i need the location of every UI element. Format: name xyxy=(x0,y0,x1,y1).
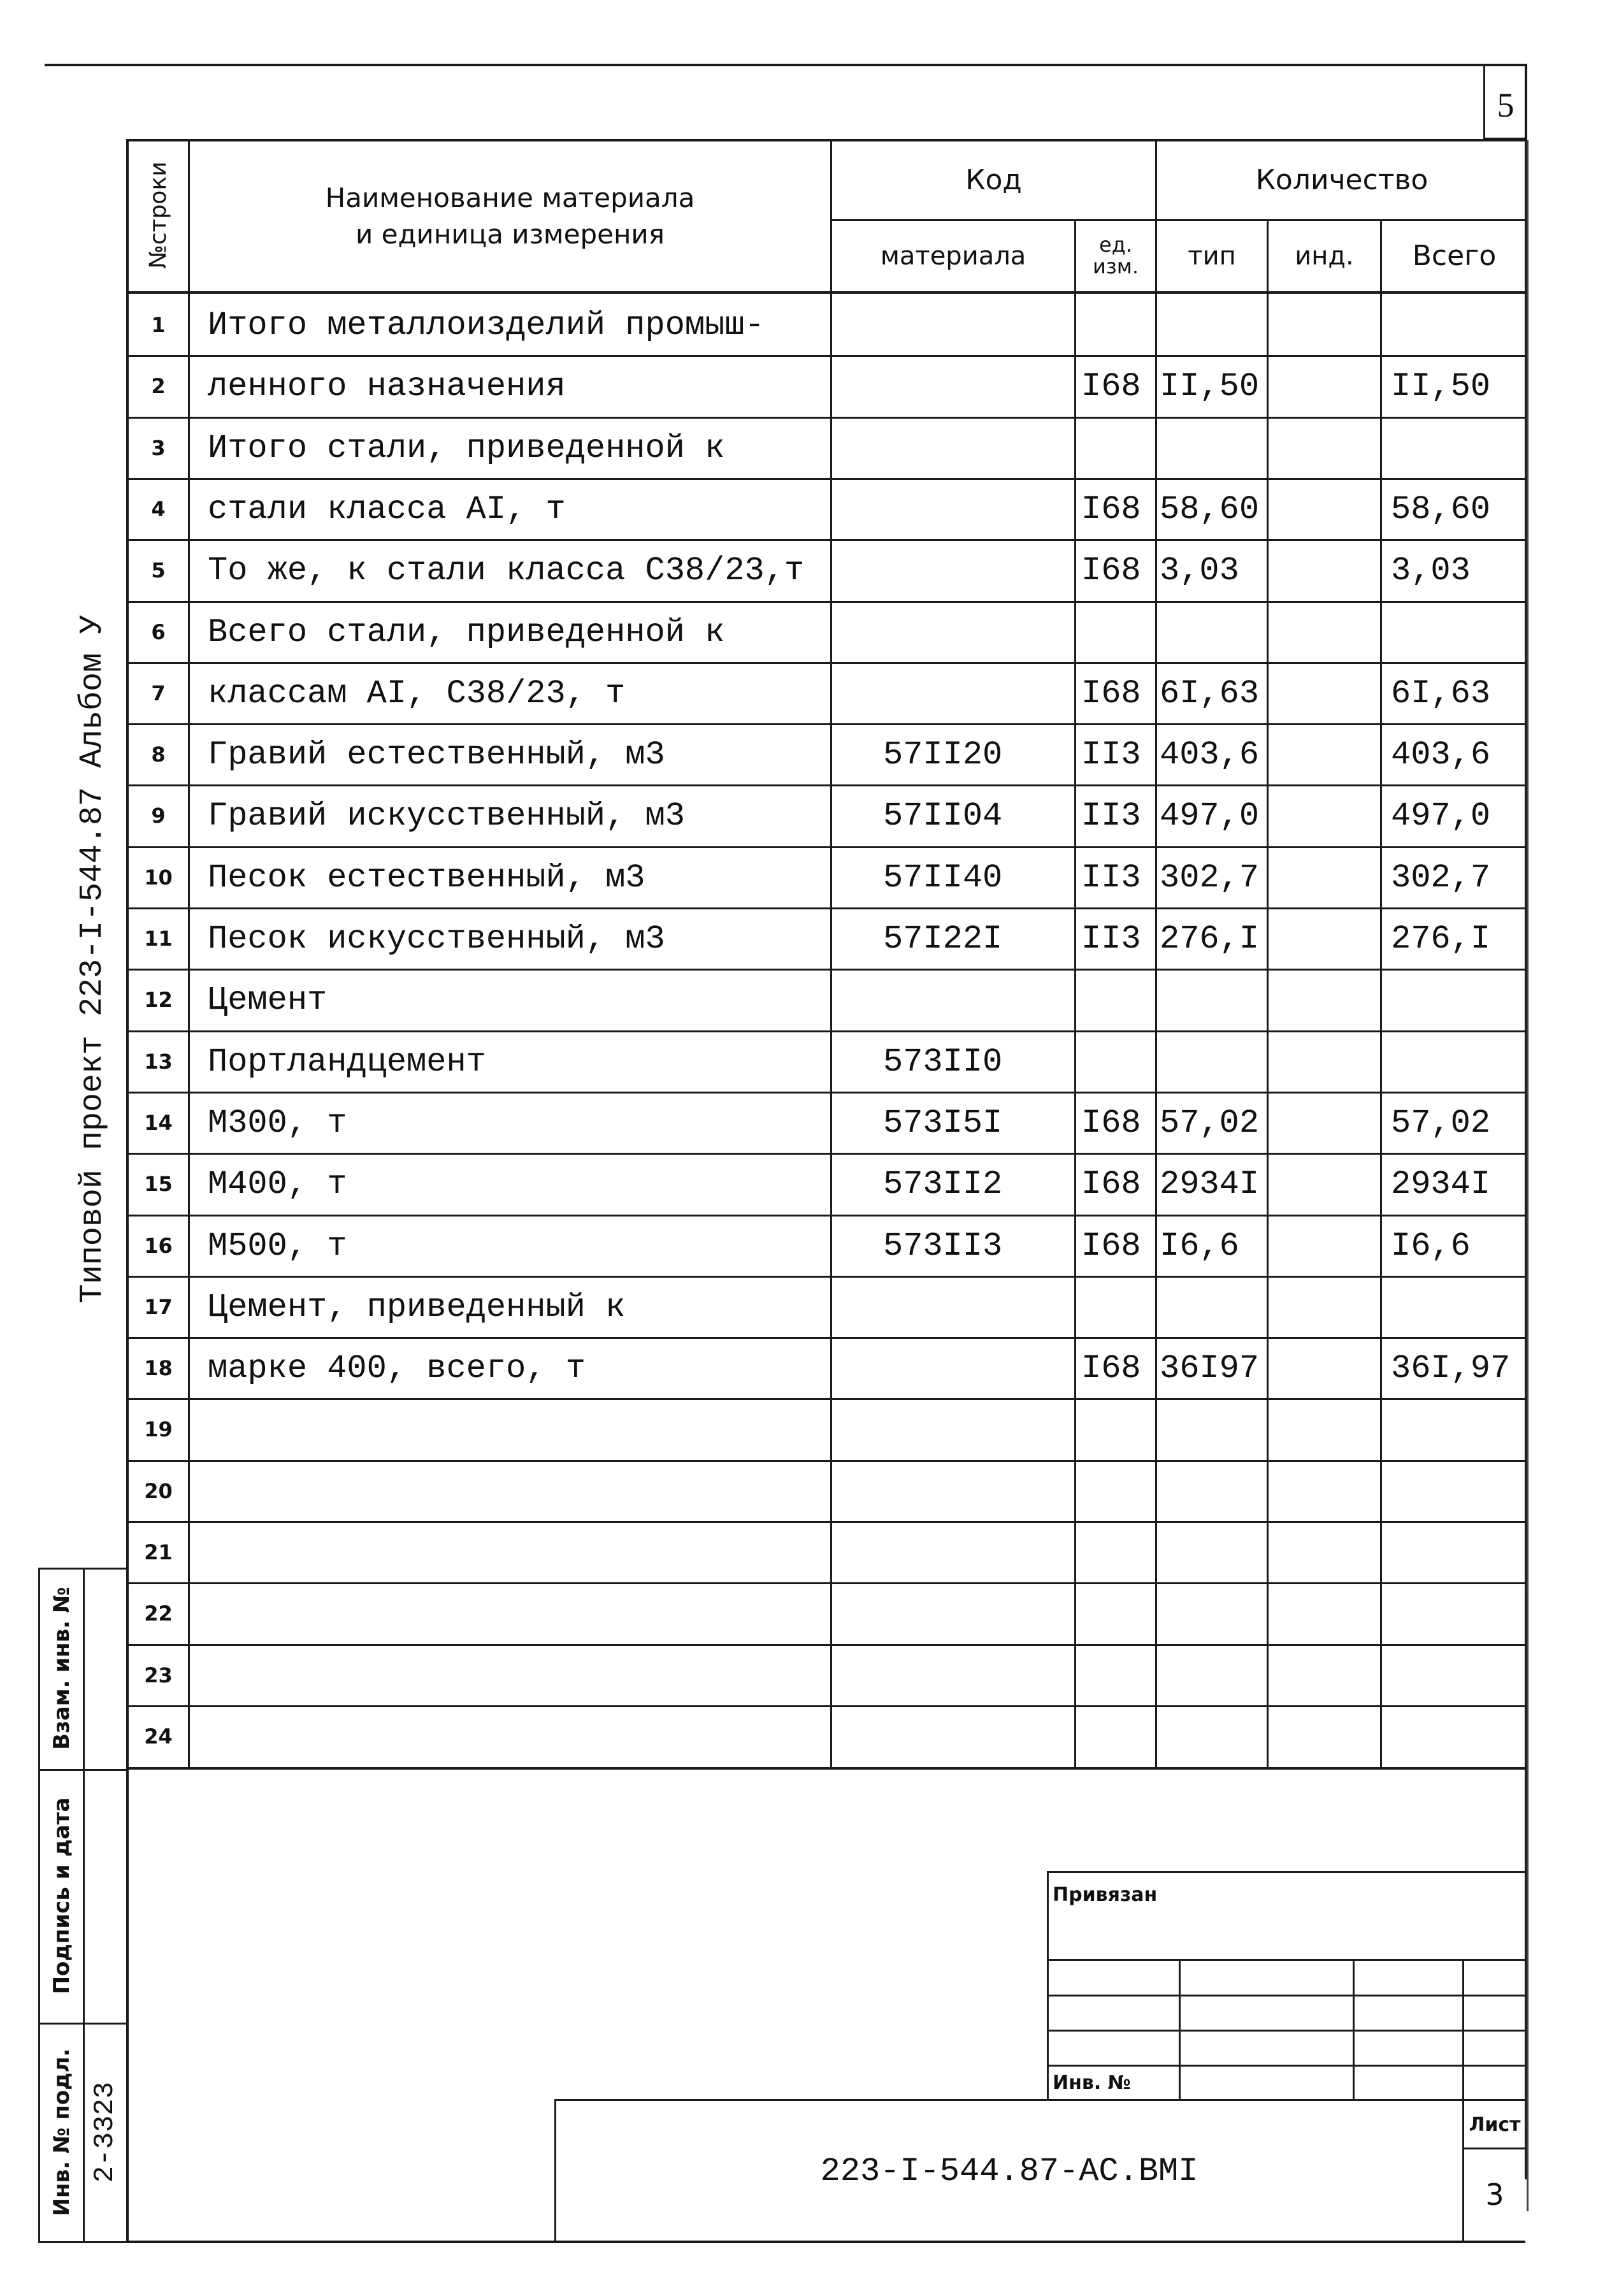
cell-unit: II3 xyxy=(1081,858,1141,897)
cell-name: Песок искусственный, м3 xyxy=(208,920,665,958)
side-stamp-left xyxy=(38,1568,40,2243)
col-line-3 xyxy=(1074,219,1076,1768)
cell-total xyxy=(1391,1523,1527,1582)
cell-code xyxy=(883,1462,1074,1520)
cell-unit xyxy=(1081,1584,1155,1643)
cell-type xyxy=(1160,971,1267,1029)
cell-ind xyxy=(1272,1462,1380,1520)
cell-name: ленного назначения xyxy=(208,367,566,405)
cell-name: М500, т xyxy=(208,1227,347,1265)
row-number: 9 xyxy=(151,804,166,828)
cell-total: II,50 xyxy=(1391,367,1491,405)
cell-total xyxy=(1391,1032,1527,1091)
cell-unit xyxy=(1081,296,1155,354)
cell-total xyxy=(1391,1584,1527,1643)
cell-name: Гравий естественный, м3 xyxy=(208,735,665,774)
cell-ind xyxy=(1272,357,1380,415)
header-name: Наименование материала и единица измерения xyxy=(325,182,695,250)
cell-ind xyxy=(1272,786,1380,845)
cell-unit xyxy=(1081,603,1155,661)
stamp-sheet-number: 3 xyxy=(1485,2177,1504,2212)
cell-type xyxy=(1160,1032,1267,1091)
cell-code xyxy=(883,419,1074,477)
cell-code xyxy=(883,664,1074,723)
cell-ind xyxy=(1272,1094,1380,1152)
row-number: 4 xyxy=(151,497,166,521)
col-line-4 xyxy=(1155,139,1157,1768)
cell-type xyxy=(1160,1523,1267,1582)
cell-total: 58,60 xyxy=(1391,490,1491,528)
cell-ind xyxy=(1272,664,1380,723)
header-qty-type: тип xyxy=(1188,242,1236,271)
stamp-sheet-label: Лист xyxy=(1469,2113,1521,2136)
cell-type: 6I,63 xyxy=(1160,674,1260,712)
stamp-inv-label: Инв. № xyxy=(1053,2071,1131,2094)
row-number: 1 xyxy=(151,313,166,337)
cell-code: 573II0 xyxy=(883,1043,1003,1081)
cell-unit xyxy=(1081,971,1155,1029)
cell-ind xyxy=(1272,848,1380,907)
col-line-1 xyxy=(188,139,190,1768)
inner-right xyxy=(1527,140,1529,2211)
cell-ind xyxy=(1272,541,1380,600)
cell-unit xyxy=(1081,1523,1155,1582)
cell-code: 57II20 xyxy=(883,735,1003,774)
cell-code xyxy=(883,1278,1074,1336)
cell-unit: I68 xyxy=(1081,1104,1141,1142)
cell-ind xyxy=(1272,971,1380,1029)
cell-code xyxy=(883,1584,1074,1643)
cell-total: 2934I xyxy=(1391,1165,1491,1203)
row-number: 24 xyxy=(144,1724,173,1749)
row-number: 14 xyxy=(144,1111,173,1135)
cell-code: 57I22I xyxy=(883,920,1003,958)
cell-total: 36I,97 xyxy=(1391,1349,1511,1387)
row-number: 12 xyxy=(144,988,173,1012)
side-stamp-sep2 xyxy=(38,2023,127,2025)
cell-unit: II3 xyxy=(1081,797,1141,835)
cell-name: М300, т xyxy=(208,1104,347,1142)
header-code: Код xyxy=(965,164,1022,197)
cell-name: М400, т xyxy=(208,1165,347,1203)
row-number: 8 xyxy=(151,742,166,767)
cell-type: 403,6 xyxy=(1160,735,1260,774)
side-stamp-sep1 xyxy=(38,1769,127,1771)
cell-type xyxy=(1160,419,1267,477)
cell-type: 497,0 xyxy=(1160,797,1260,835)
cell-name xyxy=(208,1523,830,1582)
row-number: 13 xyxy=(144,1050,173,1074)
cell-name xyxy=(208,1646,830,1705)
cell-name: Итого стали, приведенной к xyxy=(208,429,725,467)
cell-total xyxy=(1391,1646,1527,1705)
cell-total xyxy=(1391,1462,1527,1520)
cell-name: Цемент xyxy=(208,981,327,1019)
cell-type: I6,6 xyxy=(1160,1227,1239,1265)
cell-ind xyxy=(1272,1339,1380,1397)
cell-ind xyxy=(1272,1584,1380,1643)
cell-code xyxy=(883,357,1074,415)
frame-bottom xyxy=(126,2241,1525,2243)
cell-unit: I68 xyxy=(1081,1227,1141,1265)
row-number: 11 xyxy=(144,927,173,951)
side-stamp-bottom xyxy=(38,2241,127,2243)
cell-unit: I68 xyxy=(1081,551,1141,589)
cell-ind xyxy=(1272,480,1380,538)
cell-total: 497,0 xyxy=(1391,797,1491,835)
cell-total xyxy=(1391,971,1527,1029)
cell-code: 57II04 xyxy=(883,797,1003,835)
cell-unit xyxy=(1081,1032,1155,1091)
cell-total xyxy=(1391,1278,1527,1336)
cell-unit xyxy=(1081,419,1155,477)
cell-total xyxy=(1391,1707,1527,1766)
page-number: 5 xyxy=(1497,86,1515,124)
cell-total xyxy=(1391,296,1527,354)
stamp-bound-label: Привязан xyxy=(1053,1883,1158,1906)
stamp-bound-top xyxy=(1047,1871,1525,1873)
cell-unit: II3 xyxy=(1081,920,1141,958)
cell-unit: II3 xyxy=(1081,735,1141,774)
cell-name: Песок естественный, м3 xyxy=(208,858,645,897)
cell-ind xyxy=(1272,1523,1380,1582)
cell-total xyxy=(1391,1400,1527,1459)
cell-total: 57,02 xyxy=(1391,1104,1491,1142)
cell-code: 573I5I xyxy=(883,1104,1003,1142)
cell-ind xyxy=(1272,603,1380,661)
side-sign-date: Подпись и дата xyxy=(49,1797,75,1995)
side-stamp-mid xyxy=(83,1568,85,2243)
cell-ind xyxy=(1272,1217,1380,1275)
cell-code xyxy=(883,1646,1074,1705)
row-number: 6 xyxy=(151,620,166,644)
cell-name: Всего стали, приведенной к xyxy=(208,613,725,651)
cell-name: Портландцемент xyxy=(208,1043,486,1081)
row-number: 3 xyxy=(151,436,166,460)
cell-type xyxy=(1160,1707,1267,1766)
cell-name xyxy=(208,1584,830,1643)
col-line-5 xyxy=(1267,219,1269,1768)
table-bottom xyxy=(126,1767,1525,1770)
cell-ind xyxy=(1272,909,1380,968)
cell-code xyxy=(883,296,1074,354)
row-number: 18 xyxy=(144,1356,173,1380)
cell-type: 36I97 xyxy=(1160,1349,1260,1387)
cell-name: стали класса AI, т xyxy=(208,490,566,528)
cell-code xyxy=(883,1339,1074,1397)
hdr-bottom xyxy=(126,291,1527,294)
cell-unit xyxy=(1081,1646,1155,1705)
cell-name xyxy=(208,1400,830,1459)
cell-unit: I68 xyxy=(1081,674,1141,712)
cell-code: 573II3 xyxy=(883,1227,1003,1265)
stamp-v2 xyxy=(1353,1959,1355,2100)
cell-ind xyxy=(1272,1155,1380,1213)
cell-type: 302,7 xyxy=(1160,858,1260,897)
cell-total: 403,6 xyxy=(1391,735,1491,774)
col-line-6 xyxy=(1380,219,1382,1768)
cell-unit: I68 xyxy=(1081,1349,1141,1387)
row-number: 5 xyxy=(151,558,166,582)
side-stamp-right xyxy=(126,1568,129,2243)
cell-name: Цемент, приведенный к xyxy=(208,1288,626,1326)
cell-name xyxy=(208,1462,830,1520)
header-qty-total: Всего xyxy=(1412,240,1497,273)
cell-type xyxy=(1160,1400,1267,1459)
stamp-row-2 xyxy=(1047,1995,1525,1996)
cell-type xyxy=(1160,603,1267,661)
row-number: 10 xyxy=(144,865,173,890)
row-number: 15 xyxy=(144,1172,173,1196)
cell-name: классам AI, С38/23, т xyxy=(208,674,626,712)
cell-code xyxy=(883,971,1074,1029)
cell-total: I6,6 xyxy=(1391,1227,1471,1265)
cell-unit xyxy=(1081,1707,1155,1766)
row-number: 20 xyxy=(144,1479,173,1503)
header-qty: Количество xyxy=(1255,164,1428,197)
row-number: 2 xyxy=(151,374,166,398)
side-swap-inv: Взам. инв. № xyxy=(49,1587,75,1750)
cell-total: 302,7 xyxy=(1391,858,1491,897)
cell-type: 58,60 xyxy=(1160,490,1260,528)
header-row-no: №строки xyxy=(145,161,171,269)
margin-title: Типовой проект 223-I-544.87 Альбом У xyxy=(74,614,111,1304)
row-number: 7 xyxy=(151,681,166,705)
cell-type xyxy=(1160,296,1267,354)
side-stamp-top xyxy=(38,1568,127,1570)
cell-code xyxy=(883,1523,1074,1582)
cell-total xyxy=(1391,603,1527,661)
cell-code: 57II40 xyxy=(883,858,1003,897)
cell-type: 2934I xyxy=(1160,1165,1260,1203)
cell-type: II,50 xyxy=(1160,367,1260,405)
cell-ind xyxy=(1272,725,1380,784)
cell-name: Гравий искусственный, м3 xyxy=(208,797,685,835)
stamp-designation: 223-I-544.87-АС.ВМI xyxy=(820,2152,1198,2190)
cell-code xyxy=(883,1707,1074,1766)
row-number: 21 xyxy=(144,1540,173,1564)
cell-unit: I68 xyxy=(1081,367,1141,405)
row-number: 23 xyxy=(144,1663,173,1687)
cell-ind xyxy=(1272,1707,1380,1766)
cell-code xyxy=(883,1400,1074,1459)
stamp-row-1 xyxy=(1047,1959,1525,1961)
top-rule xyxy=(45,64,1526,66)
cell-unit xyxy=(1081,1462,1155,1520)
cell-unit xyxy=(1081,1400,1155,1459)
cell-name xyxy=(208,1707,830,1766)
cell-name: марке 400, всего, т xyxy=(208,1349,586,1387)
cell-code: 573II2 xyxy=(883,1165,1003,1203)
row-number: 17 xyxy=(144,1295,173,1319)
cell-code xyxy=(883,603,1074,661)
cell-type xyxy=(1160,1584,1267,1643)
cell-total: 3,03 xyxy=(1391,551,1471,589)
stamp-row-4 xyxy=(1047,2065,1525,2067)
col-line-2 xyxy=(830,139,832,1768)
cell-ind xyxy=(1272,1646,1380,1705)
stamp-main-top xyxy=(554,2099,1525,2101)
row-number: 19 xyxy=(144,1417,173,1441)
cell-type xyxy=(1160,1646,1267,1705)
cell-type: 3,03 xyxy=(1160,551,1239,589)
side-orig-inv-value: 2-3323 xyxy=(89,2081,121,2183)
cell-total xyxy=(1391,419,1527,477)
header-code-unit: ед. изм. xyxy=(1092,233,1139,278)
cell-ind xyxy=(1272,1032,1380,1091)
cell-total: 276,I xyxy=(1391,920,1491,958)
header-qty-ind: инд. xyxy=(1295,242,1354,271)
stamp-row-3 xyxy=(1047,2030,1525,2032)
cell-total: 6I,63 xyxy=(1391,674,1491,712)
row-number: 16 xyxy=(144,1234,173,1258)
cell-ind xyxy=(1272,1278,1380,1336)
cell-unit: I68 xyxy=(1081,490,1141,528)
cell-code xyxy=(883,541,1074,600)
cell-name: Итого металлоизделий промыш- xyxy=(208,306,765,344)
row-number: 22 xyxy=(144,1601,173,1626)
cell-ind xyxy=(1272,419,1380,477)
cell-unit: I68 xyxy=(1081,1165,1141,1203)
cell-name: То же, к стали класса С38/23,т xyxy=(208,551,805,589)
cell-type: 276,I xyxy=(1160,920,1260,958)
cell-type: 57,02 xyxy=(1160,1104,1260,1142)
cell-type xyxy=(1160,1462,1267,1520)
header-code-material: материала xyxy=(880,242,1026,271)
cell-code xyxy=(883,480,1074,538)
cell-ind xyxy=(1272,1400,1380,1459)
cell-type xyxy=(1160,1278,1267,1336)
cell-unit xyxy=(1081,1278,1155,1336)
stamp-sheet-sep xyxy=(1462,2148,1525,2149)
side-orig-inv: Инв. № подл. xyxy=(49,2048,75,2216)
cell-ind xyxy=(1272,296,1380,354)
